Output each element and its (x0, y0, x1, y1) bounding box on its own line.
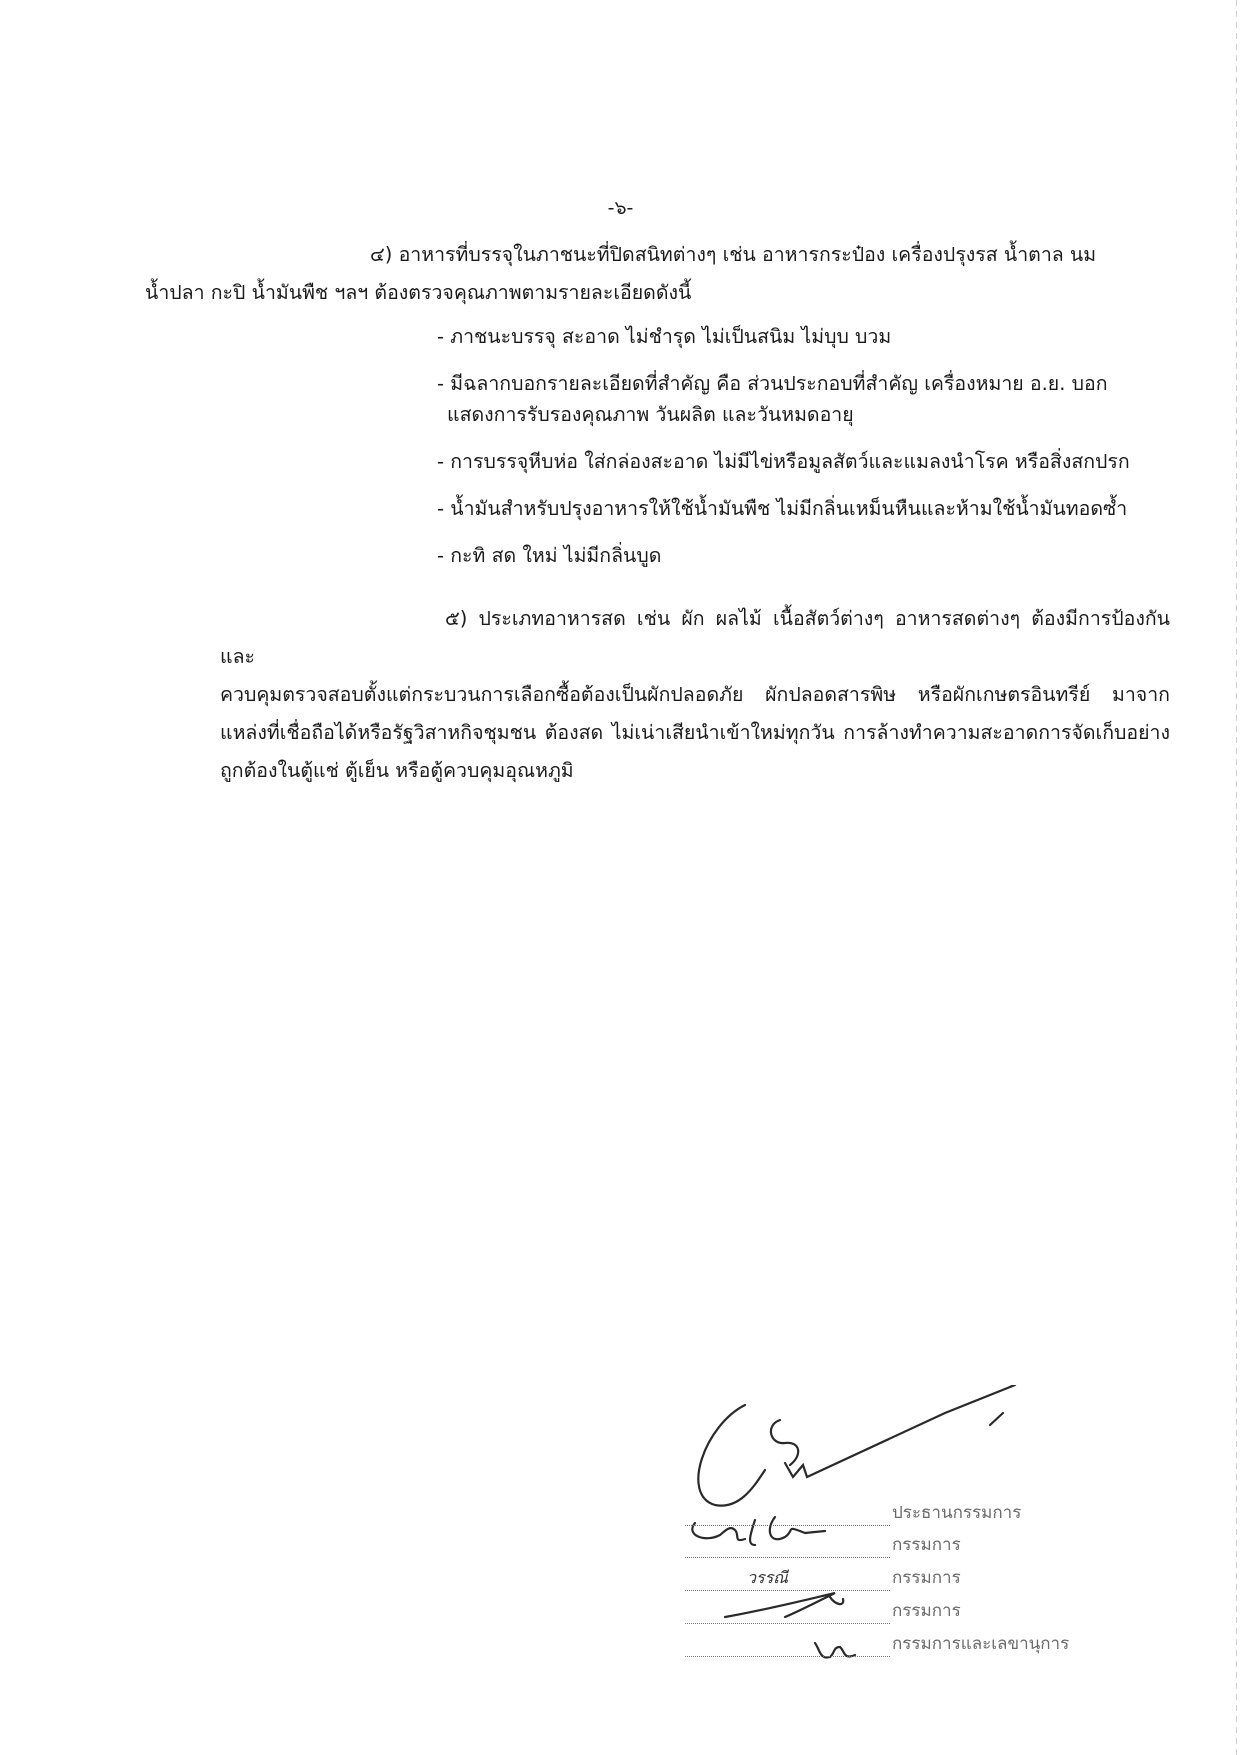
signature-dotted-line (685, 1537, 890, 1558)
list-item-text: - น้ำมันสำหรับปรุงอาหารให้ใช้น้ำมันพืช ไม่มีกลิ่นเหม็นหืนและห้ามใช้น้ำมันทอดซ้ำ (437, 497, 1128, 520)
paragraph-5-line-1: ๕) ประเภทอาหารสด เช่น ผัก ผลไม้ เนื้อสัตว์ต่างๆ อาหารสดต่างๆ ต้องมีการป้องกันและ (220, 607, 1170, 668)
signature-dotted-line (685, 1636, 890, 1657)
page-number: -๖- (607, 197, 634, 219)
paragraph-4-line-2: น้ำปลา กะปิ น้ำมันพืช ฯลฯ ต้องตรวจคุณภาพตามรายละเอียดดังนี้ (145, 281, 692, 304)
list-item (437, 368, 1157, 430)
paragraph-5 (220, 600, 1170, 790)
signature-dotted-line (685, 1603, 890, 1624)
list-item (437, 493, 1157, 524)
signature-role: กรรมการและเลขานุการ (892, 1634, 1070, 1654)
list-item (437, 446, 1157, 477)
signature-dotted-line (685, 1505, 890, 1526)
scan-edge (1236, 0, 1237, 1755)
signature-block (685, 1385, 1105, 1675)
chairman-signature-tick (990, 1385, 1020, 1425)
list-item (437, 540, 1157, 571)
signature-line-member-3 (685, 1598, 1105, 1624)
signature-role: กรรมการ (892, 1535, 961, 1555)
signature-line-chairman (685, 1500, 1105, 1526)
chairman-signature (698, 1385, 1015, 1506)
signature-role: ประธานกรรมการ (892, 1503, 1022, 1523)
signature-role: กรรมการ (892, 1601, 961, 1621)
list-item-continuation: แสดงการรับรองคุณภาพ วันผลิต และวันหมดอายุ (447, 403, 854, 426)
signature-dotted-line (685, 1570, 890, 1591)
list-item-text: - การบรรจุหีบห่อ ใส่กล่องสะอาด ไม่มีไข่หรือมูลสัตว์และแมลงนำโรค หรือสิ่งสกปรก (437, 450, 1130, 473)
signature-line-member-2 (685, 1565, 1105, 1591)
quality-checklist (437, 321, 1157, 587)
list-item (437, 321, 1157, 352)
list-item-text: - กะทิ สด ใหม่ ไม่มีกลิ่นบูด (437, 544, 662, 567)
signature-role: กรรมการ (892, 1568, 961, 1588)
list-item-text: - มีฉลากบอกรายละเอียดที่สำคัญ คือ ส่วนประกอบที่สำคัญ เครื่องหมาย อ.ย. บอก (437, 372, 1108, 395)
paragraph-4-line-1: ๔) อาหารที่บรรจุในภาชนะที่ปิดสนิทต่างๆ เช่น อาหารกระป๋อง เครื่องปรุงรส น้ำตาล นม (370, 243, 1097, 266)
list-item-text: - ภาชนะบรรจุ สะอาด ไม่ชำรุด ไม่เป็นสนิม ไม่บุบ บวม (437, 325, 892, 348)
handwritten-name: วรรณี (747, 1568, 789, 1587)
signature-line-member-1 (685, 1532, 1105, 1558)
paragraph-4 (145, 236, 1170, 312)
signature-line-secretary (685, 1631, 1105, 1657)
paragraph-5-body: ควบคุมตรวจสอบตั้งแต่กระบวนการเลือกซื้อต้องเป็นผักปลอดภัย ผักปลอดสารพิษ หรือผักเกษตรอินทรีย์ มาจากแหล่งที่เชื่อถือได้หรือรัฐวิสาหกิจชุมชน ต้องสด ไม่เน่าเสียนำเข้าใหม่ทุกวัน การล้างทำความสะอาดการจัดเก็บอย่างถูกต้องในตู้แช่ ตู้เย็น หรือตู้ควบคุมอุณหภูมิ (220, 683, 1170, 782)
